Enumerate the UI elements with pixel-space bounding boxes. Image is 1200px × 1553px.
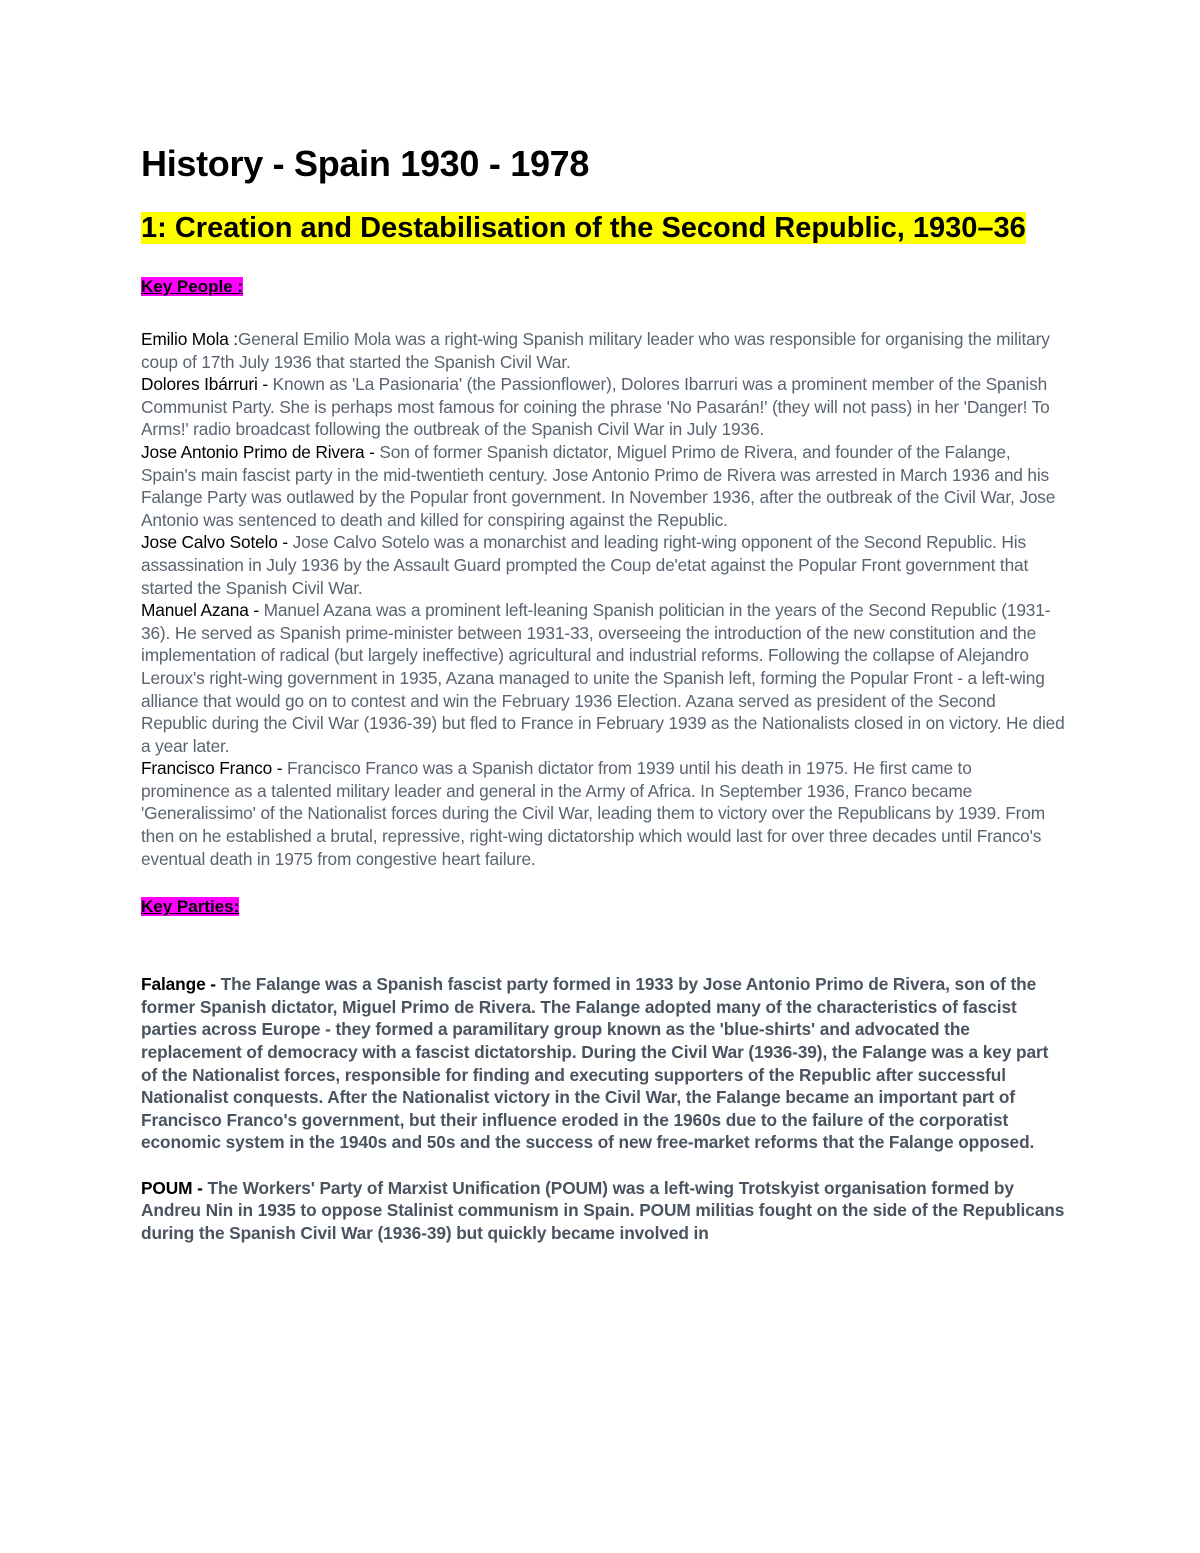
party-name: POUM -	[141, 1177, 208, 1198]
person-entry	[141, 328, 1065, 373]
key-people-list	[141, 328, 1065, 870]
section-heading	[141, 210, 1065, 246]
document-title: History - Spain 1930 - 1978	[141, 143, 590, 184]
section-heading-text: 1: Creation and Destabilisation of the Second Republic, 1930–36	[141, 212, 1026, 244]
key-parties-list	[141, 973, 1065, 1244]
key-people-heading	[141, 276, 1065, 298]
party-description: The Workers' Party of Marxist Unification (POUM) was a left-wing Trotskyist organisation formed by Andreu Nin in 1935 to oppose Stalinist communism in Spain. POUM militias fought on the side of the Republicans during the Spanish Civil War (1936-39) but quickly became involved in	[141, 1177, 1065, 1243]
key-parties-heading	[141, 896, 1065, 918]
party-entry	[141, 973, 1065, 1154]
person-entry	[141, 441, 1065, 531]
key-people-heading-text: Key People :	[141, 277, 244, 296]
key-parties-heading-text: Key Parties:	[141, 897, 240, 917]
person-name: Manuel Azana -	[141, 600, 264, 621]
person-name: Francisco Franco -	[141, 758, 287, 779]
party-entry	[141, 1177, 1065, 1245]
person-description: Francisco Franco was a Spanish dictator from 1939 until his death in 1975. He first came to prominence as a talented military leader and general in the Army of Africa. In September 1936, Franco became 'Generalissimo' of the Nationalist forces during the Civil War, leading them to victory over the Republicans by 1939. From then on he established a brutal, repressive, right-wing dictatorship which would last for over three decades until Franco's eventual death in 1975 from congestive heart failure.	[141, 758, 1045, 869]
person-description: Son of former Spanish dictator, Miguel Primo de Rivera, and founder of the Falange, Spain's main fascist party in the mid-twentieth century. Jose Antonio Primo de Rivera was arrested in March 1936 and his Falange Party was outlawed by the Popular front government. In November 1936, after the outbreak of the Civil War, Jose Antonio was sentenced to death and killed for conspiring against the Republic.	[141, 441, 1056, 530]
person-name: Jose Calvo Sotelo -	[141, 532, 293, 553]
person-name: Emilio Mola :	[141, 329, 238, 349]
document-page	[141, 140, 1065, 1267]
person-name: Dolores Ibárruri -	[141, 374, 273, 395]
person-description: General Emilio Mola was a right-wing Spanish military leader who was responsible for organising the military coup of 17th July 1936 that started the Spanish Civil War.	[141, 329, 1050, 372]
person-description: Jose Calvo Sotelo was a monarchist and leading right-wing opponent of the Second Republic. His assassination in July 1936 by the Assault Guard prompted the Coup de'etat against the Popular Front government that started the Spanish Civil War.	[141, 532, 1029, 598]
person-entry	[141, 757, 1065, 870]
party-name: Falange -	[141, 974, 221, 995]
person-entry	[141, 373, 1065, 441]
person-entry	[141, 599, 1065, 757]
person-description: Manuel Azana was a prominent left-leaning Spanish politician in the years of the Second Republic (1931-36). He served as Spanish prime-minister between 1931-33, overseeing the introduction of the new constitution and the implementation of radical (but largely ineffective) agricultural and industrial reforms. Following the collapse of Alejandro Leroux's right-wing government in 1935, Azana managed to unite the Spanish left, forming the Popular Front - a left-wing alliance that would go on to contest and win the February 1936 Election. Azana served as president of the Second Republic during the Civil War (1936-39) but fled to France in February 1939 as the Nationalists closed in on victory. He died a year later.	[141, 600, 1065, 756]
person-description: Known as 'La Pasionaria' (the Passionflower), Dolores Ibarruri was a prominent member of the Spanish Communist Party. She is perhaps most famous for coining the phrase 'No Pasarán!' (they will not pass) in her 'Danger! To Arms!' radio broadcast following the outbreak of the Spanish Civil War in July 1936.	[141, 374, 1050, 440]
party-description: The Falange was a Spanish fascist party formed in 1933 by Jose Antonio Primo de Rivera, son of the former Spanish dictator, Miguel Primo de Rivera. The Falange adopted many of the characteristics of fascist parties across Europe - they formed a paramilitary group known as the 'blue-shirts' and advocated the replacement of democracy with a fascist dictatorship. During the Civil War (1936-39), the Falange was a key part of the Nationalist forces, responsible for finding and executing supporters of the Republic after successful Nationalist conquests. After the Nationalist victory in the Civil War, the Falange became an important part of Francisco Franco's government, but their influence eroded in the 1960s due to the failure of the corporatist economic system in the 1940s and 50s and the success of new free-market reforms that the Falange opposed.	[141, 974, 1049, 1153]
person-entry	[141, 531, 1065, 599]
person-name: Jose Antonio Primo de Rivera -	[141, 441, 380, 462]
